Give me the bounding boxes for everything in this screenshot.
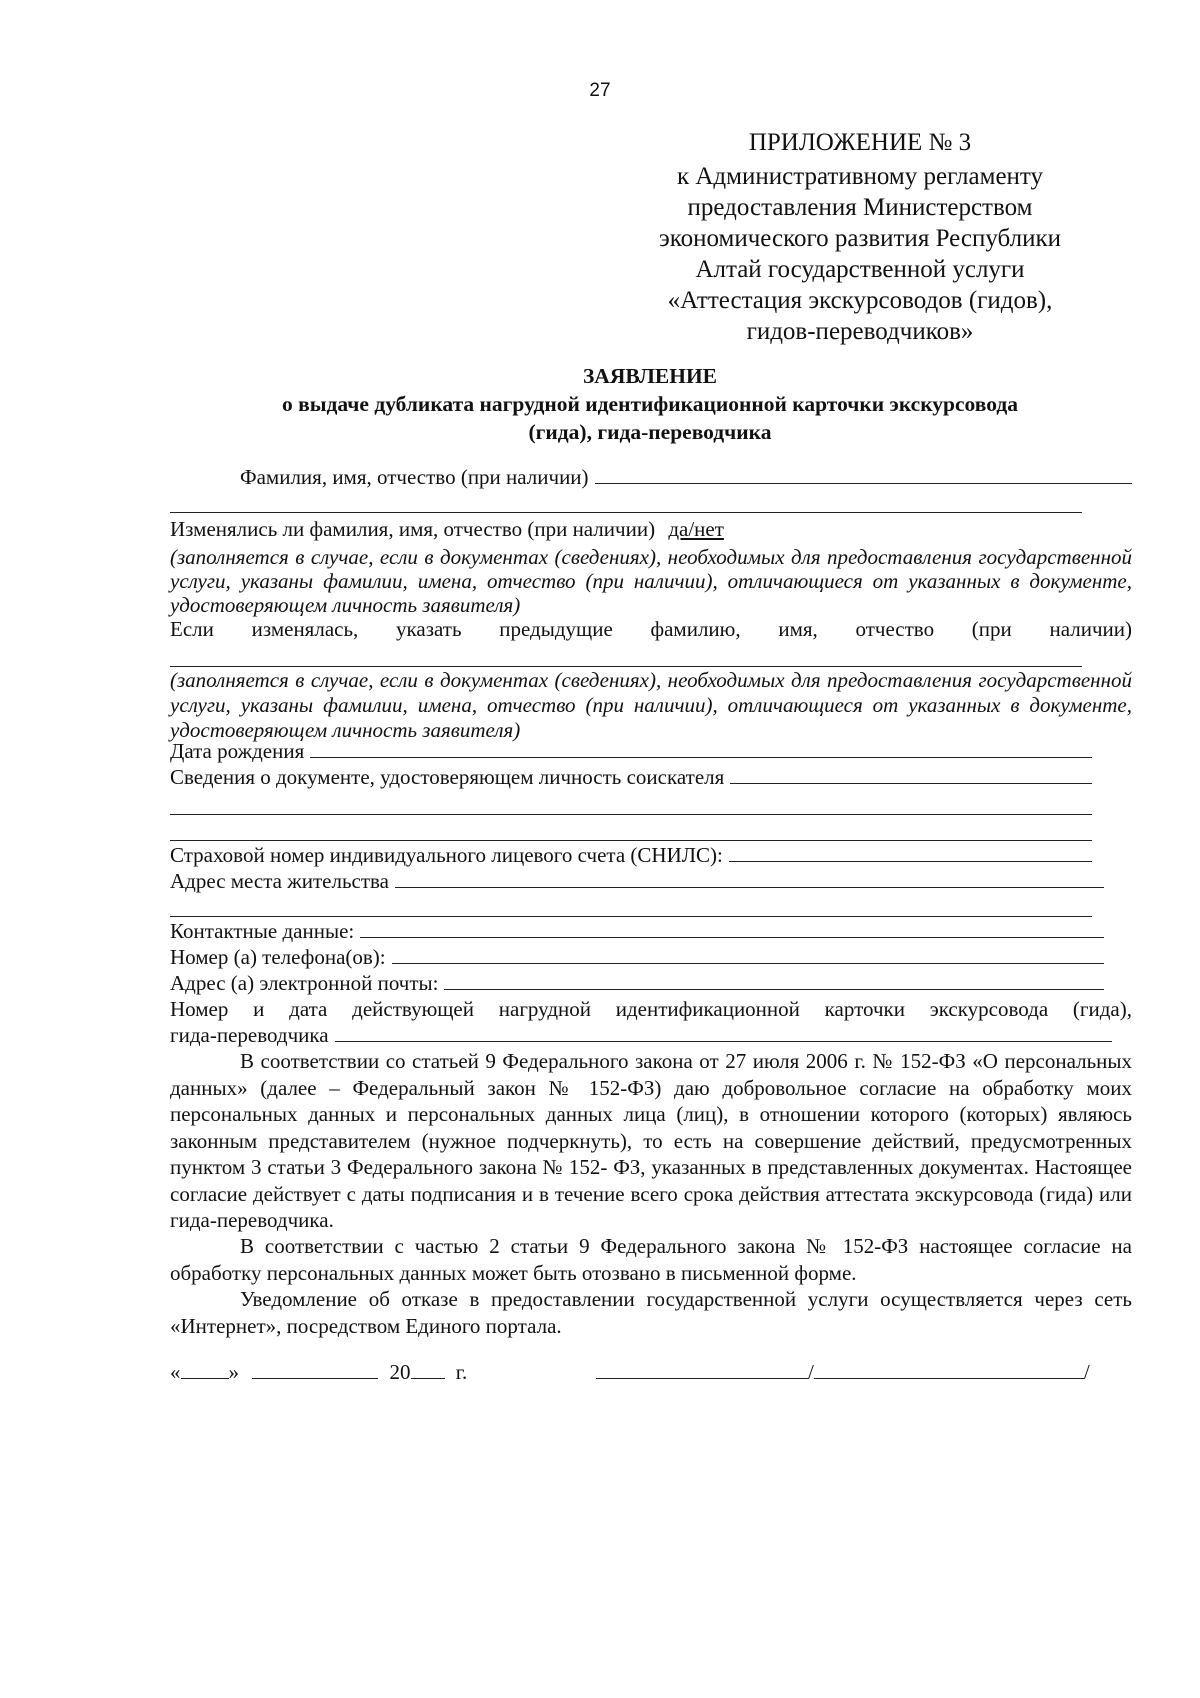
date-block[interactable]: [170, 1360, 467, 1385]
appendix-line: к Административному регламенту: [676, 163, 1044, 190]
document-line[interactable]: [170, 814, 1092, 815]
email-blank[interactable]: [444, 971, 1104, 990]
document-subtitle: о выдаче дубликата нагрудной идентификационной карточки экскурсовода: [281, 392, 1018, 416]
quote-close: »: [228, 1360, 239, 1384]
signature-blank[interactable]: [596, 1360, 808, 1379]
changed-options[interactable]: да/нет: [668, 517, 724, 541]
consent-paragraph: В соответствии с частью 2 статьи 9 Федерального закона № 152-ФЗ настоящее согласие на обработку персональных данных может быть отозвано в письменной форме.: [170, 1234, 1132, 1285]
fio-continuation-line[interactable]: [170, 512, 1082, 513]
birth-field[interactable]: [170, 738, 1092, 765]
phone-field[interactable]: [170, 944, 1104, 971]
snils-blank[interactable]: [729, 843, 1092, 862]
document-blank[interactable]: [730, 765, 1092, 784]
year-suffix: г.: [455, 1360, 468, 1384]
birth-label: Дата рождения: [170, 739, 305, 763]
appendix-line: предоставления Министерством: [687, 194, 1033, 221]
phone-blank[interactable]: [392, 945, 1104, 964]
month-blank[interactable]: [252, 1360, 378, 1379]
slash: /: [1083, 1360, 1090, 1384]
fio-label: Фамилия, имя, отчество (при наличии): [240, 465, 589, 489]
slash: /: [808, 1360, 814, 1384]
fio-blank[interactable]: [595, 465, 1132, 484]
document-field[interactable]: [170, 764, 1092, 791]
consent-paragraph: В соответствии со статьей 9 Федерального закона от 27 июля 2006 г. № 152-ФЗ «О персональных данных» (далее – Федеральный закон № 152-ФЗ) даю добровольное согласие на обработку моих персональных данных и персональных данных лица (лиц), в отношении которого (которых) являюсь законным представителем (нужное подчеркнуть), то есть на совершение действий, предусмотренных пунктом 3 статьи 3 Федерального закона № 152- ФЗ, указанных в представленных документах. Настоящее согласие действует с даты подписания и в течение всего срока действия аттестата экскурсовода (гида) или гида-переводчика.: [170, 1049, 1132, 1232]
email-field[interactable]: [170, 970, 1104, 997]
address-label: Адрес места жительства: [170, 869, 389, 893]
day-blank[interactable]: [181, 1360, 229, 1379]
document-label: Сведения о документе, удостоверяющем личность соискателя: [170, 765, 725, 789]
document-line[interactable]: [170, 840, 1092, 841]
changed-label: Изменялись ли фамилия, имя, отчество (при наличии): [170, 517, 656, 541]
consent-paragraph: Уведомление об отказе в предоставлении государственной услуги осуществляется через сеть «Интернет», посредством Единого портала.: [170, 1287, 1132, 1338]
address-field[interactable]: [170, 868, 1104, 895]
changed-note: (заполняется в случае, если в документах (сведениях), необходимых для предоставления государственной услуги, указаны фамилии, имена, отчество (при наличии), отличающиеся от указанных в документе, удостоверяющем личность заявителя): [170, 545, 1132, 617]
email-label: Адрес (а) электронной почты:: [170, 971, 439, 995]
document-subtitle: (гида), гида-переводчика: [528, 420, 772, 444]
year-blank[interactable]: [411, 1360, 445, 1379]
card-label: Номер и дата действующей нагрудной идентификационной карточки экскурсовода (гида),: [170, 997, 1132, 1021]
snils-label: Страховой номер индивидуального лицевого счета (СНИЛС):: [170, 843, 723, 867]
contacts-label: Контактные данные:: [170, 919, 355, 943]
appendix-line: «Аттестация экскурсоводов (гидов),: [667, 287, 1053, 314]
appendix-line: экономического развития Республики: [659, 225, 1061, 252]
signature-block[interactable]: [596, 1360, 1090, 1385]
previous-blank-line[interactable]: [170, 666, 1082, 667]
page-number: 27: [589, 80, 611, 101]
snils-field[interactable]: [170, 842, 1092, 869]
name-blank[interactable]: [814, 1360, 1084, 1379]
address-blank[interactable]: [395, 869, 1104, 888]
contacts-field[interactable]: [170, 918, 1104, 945]
birth-blank[interactable]: [310, 739, 1092, 758]
appendix-line: Алтай государственной услуги: [695, 256, 1025, 283]
card-blank[interactable]: [335, 1023, 1112, 1042]
address-line[interactable]: [170, 916, 1092, 917]
previous-label: Если изменялась, указать предыдущие фамилию, имя, отчество (при наличии): [170, 617, 1132, 641]
fio-field[interactable]: [240, 464, 1132, 491]
quote-open: «: [170, 1360, 181, 1384]
card-label-2: гида-переводчика: [170, 1023, 329, 1047]
appendix-title: ПРИЛОЖЕНИЕ № 3: [748, 129, 972, 156]
phone-label: Номер (а) телефона(ов):: [170, 945, 386, 969]
card-field[interactable]: [170, 1022, 1112, 1049]
changed-label-row: [170, 516, 1132, 543]
contacts-blank[interactable]: [360, 919, 1104, 938]
appendix-line: гидов-переводчиков»: [746, 318, 974, 345]
document-title: ЗАЯВЛЕНИЕ: [582, 364, 718, 388]
previous-note: (заполняется в случае, если в документах (сведениях), необходимых для предоставления государственной услуги, указаны фамилии, имена, отчество (при наличии), отличающиеся от указанных в документе, удостоверяющем личность заявителя): [170, 668, 1132, 742]
year-prefix: 20: [389, 1360, 411, 1384]
